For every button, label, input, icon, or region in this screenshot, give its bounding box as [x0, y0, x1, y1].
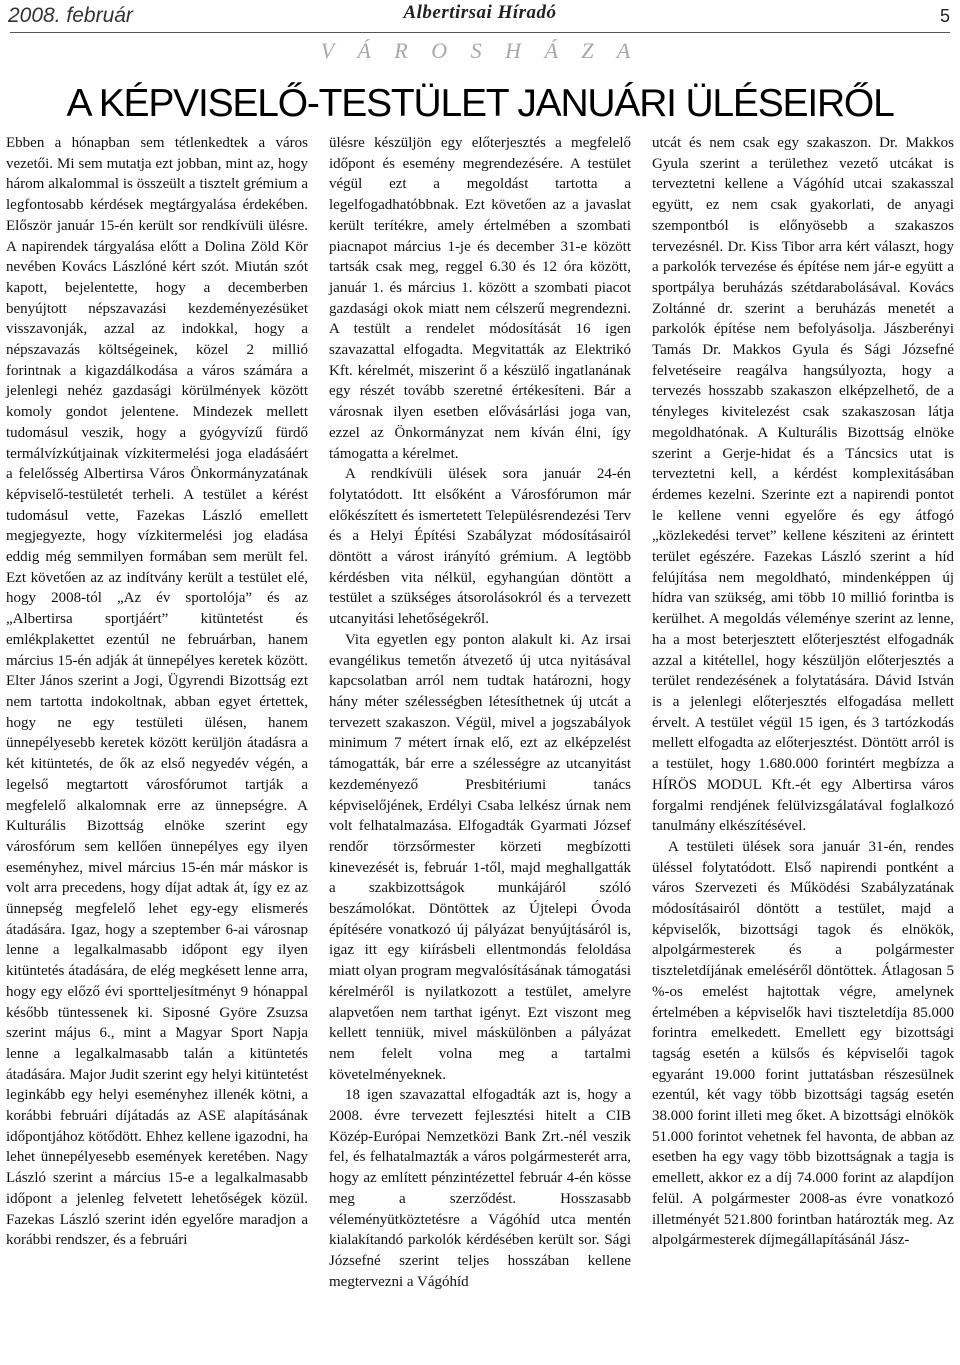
page-number: 5	[939, 6, 950, 26]
header-rule	[10, 32, 950, 33]
article-column-2	[329, 133, 631, 1292]
paragraph: ülésre készüljön egy előterjesztés a megfelelő időpont és esemény megrendezésére. A testület végül ezt a megoldást tartotta a legelfogadhatóbbnak. Ezt követően az a javaslat került terítékre, amely értelmében a szombati piacnapot március 1-je és december 31-e között tartsák csak meg, reggel 6.30 és 12 óra között, január 1. és március 1. között a szombati piacot gazdasági okok miatt nem célszerű megrendezni. A testült a rendelet módosítását 16 igen szavazattal elfogadta. Megvitatták az Elektrikó Kft. kérelmét, miszerint ő a készülő ingatlanának egy részét tovább szeretné értékesíteni. Bár a városnak ilyen esetben elővásárlási joga van, ezzel az Önkormányzat nem kíván élni, így támogatta a kérelmet.	[329, 135, 631, 462]
paragraph: A testületi ülések sora január 31-én, rendes üléssel folytatódott. Első napirendi pontként a város Szervezeti és Működési Szabályzatának módosításairól döntött a testület, majd a képviselők, bizottsági tagok és elnökök, alpolgármesterek és a polgármester tiszteletdíjának emeléséről döntöttek. Átlagosan 5 %-os emelést hajtottak végre, amelynek értelmében a képviselők havi tiszteletdíja 85.000 forintra emelkedett. Emellett egy bizottsági tagság esetén a külsős és képviselői tagok egyaránt 19.000 forint juttatásban részesülnek ezentúl, két vagy több bizottsági tagság esetén 38.000 forint illeti meg őket. A bizottsági elnökök 51.000 forintot vehetnek fel havonta, de abban az esetben ha egy vagy több bizottságnak a tagja is emellett, akkor ez a díj 74.000 forint az alapdíjon felül. A polgármester 2008-as évre vonatkozó illetményét 521.800 forintban határozták meg. Az alpolgármesterek díjmegállapításánál Jász-	[652, 838, 954, 1249]
paragraph: Ebben a hónapban sem tétlenkedtek a város vezetői. Mi sem mutatja ezt jobban, mint az, hogy három alkalommal is összeült a tisztelt grémium a legfontosabb kérdések megtárgyalása érdekében. Először január 15-én került sor rendkívüli ülésre. A napirendek tárgyalása előtt a Dolina Zöld Kör nevében Kovács Lászlóné kért szót. Miután szót kapott, bejelentette, hogy a decemberben benyújtott népszavazási kezdeményezésüket visszavonják, azzal az indokkal, hogy a népszavazás költségeinek, közel 2 millió forintnak a kigazdálkodása a város számára a jelenlegi nehéz gazdasági körülmények között komoly gondot jelentene. Mindezek mellett tudomásul veszik, hogy a gyógyvízű fürdő termálvízkútjainak vízkitermelési joga eladásáért a felelősség Albertirsa Város Önkormányzatának képviselő-testületét terheli. A testület a kérést tudomásul vette, Fazekas László emellett megjegyezte, hogy vízkitermelési jog eladása eddig még semmilyen formában sem merült fel. Ezt követően az az indítvány került a testület elé, hogy 2008-tól „Az év sportolója” és az „Albertirsa sportjáért” kitüntetést és emlékplakettet ezentúl ne februárban, hanem március 15-én adják át ünnepélyes keretek között. Elter János szerint a Jogi, Ügyrendi Bizottság ezt nem tartotta indokoltnak, abban egyet értettek, hogy ne egy testületi ülésen, hanem ünnepélyesebb keretek között kerüljön átadásra a két kitüntetés, de ők az első negyedév végén, a legelső megtartott városfórumot tartják a megfelelő alkalomnak erre az ünnepségre. A Kulturális Bizottság elnöke szerint egy városfórum sem kellően ünnepélyes egy ilyen eseményhez, mivel március 15-én már máskor is volt arra precedens, hogy díjat adtak át, így ez az ünnepség megfelelő lehet egy-egy elismerés átadására. Igaz, hogy a szeptember 6-ai városnap lenne a legalkalmasabb időpont egy ilyen kitüntetés átadására, de elég megkésett lenne arra, hogy egy előző évi sportteljesítményt 9 hónappal később tüntessenek ki. Siposné Györe Zsuzsa szerint május 6., mint a Magyar Sport Napja lenne a legalkalmasabb talán a kitüntetés átadására. Major Judit szerint egy helyi kitüntetést leginkább egy helyi eseményhez illenék kötni, a korábbi februári díjátadás az ASE alapításának időpontjához kötődött. Ehhez kellene igazodni, ha lehet ünnepélyesebb események keretében. Nagy László szerint a március 15-e a legalkalmasabb időpont a jelenleg felvetett lehetőségek közül. Fazekas László szerint idén egyelőre maradjon a korábbi rendszer, és a februári	[6, 135, 308, 1249]
page-header	[0, 0, 960, 38]
newspaper-name: Albertirsai Híradó	[403, 2, 557, 23]
section-label: V Á R O S H Á Z A	[320, 38, 640, 63]
paragraph: Vita egyetlen egy ponton alakult ki. Az irsai evangélikus temetőn átvezető új utca nyitásával kapcsolatban arról nem tudtak határozni, hogy hány méter szélességben létesíthetnek új utcát a tervezett szakaszon. Végül, mivel a jogszabályok minimum 7 métert írnak elő, ezt az elképzelést támogatták, bár erre a szélességre az utcanyitást kezdeményező Presbitériumi tanács képviselőjének, Erdélyi Csaba lelkész úrnak nem volt felhatalmazása. Elfogadták Gyarmati József rendőr törzsőrmester körzeti megbízotti kinevezését is, február 1-től, majd meghallgatták a szakbizottságok munkájáról szóló beszámolókat. Döntöttek az Újtelepi Óvoda építésére vonatkozó új pályázat benyújtásáról is, igaz itt egy kiírásbeli ellentmondás feloldása miatt olyan program megvalósításának támogatási kérelméről is nyilatkozott a testület, amelyre alapvetően nem tarthat igényt. Ezt viszont meg kellett tenniük, mivel máskülönben a pályázat nem felelt volna meg a tartalmi követelményeknek.	[329, 631, 631, 1083]
article-column-3	[652, 133, 954, 1251]
article-title: A KÉPVISELŐ-TESTÜLET JANUÁRI ÜLÉSEIRŐL	[66, 82, 894, 125]
article-column-1	[6, 133, 308, 1251]
issue-date: 2008. február	[8, 4, 133, 27]
paragraph: utcát és nem csak egy szakaszon. Dr. Makkos Gyula szerint a területhez vezető utcákat is terveztetni kellene a Vágóhíd utcai szakasszal együtt, ez nem csak gyakorlati, de anyagi szempontból is előnyösebb a szakaszos tervezésnél. Dr. Kiss Tibor arra kért választ, hogy a parkolók tervezése és építése nem jár-e együtt a sportpálya beruházás szétdarabolásával. Kovács Zoltánné dr. szerint a beruházás menetét a parkolók építése nem befolyásolja. Jászberényi Tamás Dr. Makkos Gyula és Sági Józsefné felvetéseire reagálva hangsúlyozta, hogy a tervezés hosszabb szakaszon elképzelhető, de a tényleges kivitelezést csak szakaszosan látja megoldhatónak. A Kulturális Bizottság elnöke szerint a Gerje-hidat és a Táncsics utat is terveztetni kell, a kérdést komplexitásában érdemes kezelni. Szerinte ezt a napirendi pontot le kellene venni egyelőre és egy átfogó „közlekedési tervet” kellene késziteni az érintett terület egészére. Fazekas László szerint a híd felújítása nem megoldható, mindenképpen új hídra van szükség, ami több 10 millió forintba is kerülhet. A megoldás véleménye szerint az lenne, ha a most beterjesztett előterjesztést elfogadnák azzal a kitétellel, hogy készüljön előterjesztés a terület rendezésének a folytatására. Dávid István is a jelenlegi előterjesztés elfogadása mellett érvelt. A testület végül 15 igen, és 3 tartózkodás mellett elfogadta az előterjesztést. Döntött arról is a testület, hogy 1.680.000 forintért megbízza a HÍRÖS MODUL Kft.-ét egy Albertirsa város forgalmi rendjének felülvizsgálatával foglalkozó tanulmány elkészítésével.	[652, 135, 954, 835]
paragraph: A rendkívüli ülések sora január 24-én folytatódott. Itt elsőként a Városfórumon már előkészített és ismertetett Településrendezési Terv és a Helyi Építési Szabályzat módosításairól döntött a várost irányító grémium. A legtöbb kérdésben vita nélkül, egyhangúan döntött a testület a szükséges átsorolásokról és a tervezett utcanyitási lehetőségekről.	[329, 466, 631, 628]
paragraph: 18 igen szavazattal elfogadták azt is, hogy a 2008. évre tervezett fejlesztési hitelt a CIB Közép-Európai Nemzetközi Bank Zrt.-nél veszik fel, és felhatalmazták a város polgármesterét arra, hogy az említett pénzintézettel február 4-én kösse meg a szerződést. Hosszasabb véleményütköztetésre a Vágóhíd utca mentén kialakítandó parkolók kérdésében került sor. Sági Józsefné szerint teljes hosszában kellene megtervezni a Vágóhíd	[329, 1087, 631, 1290]
